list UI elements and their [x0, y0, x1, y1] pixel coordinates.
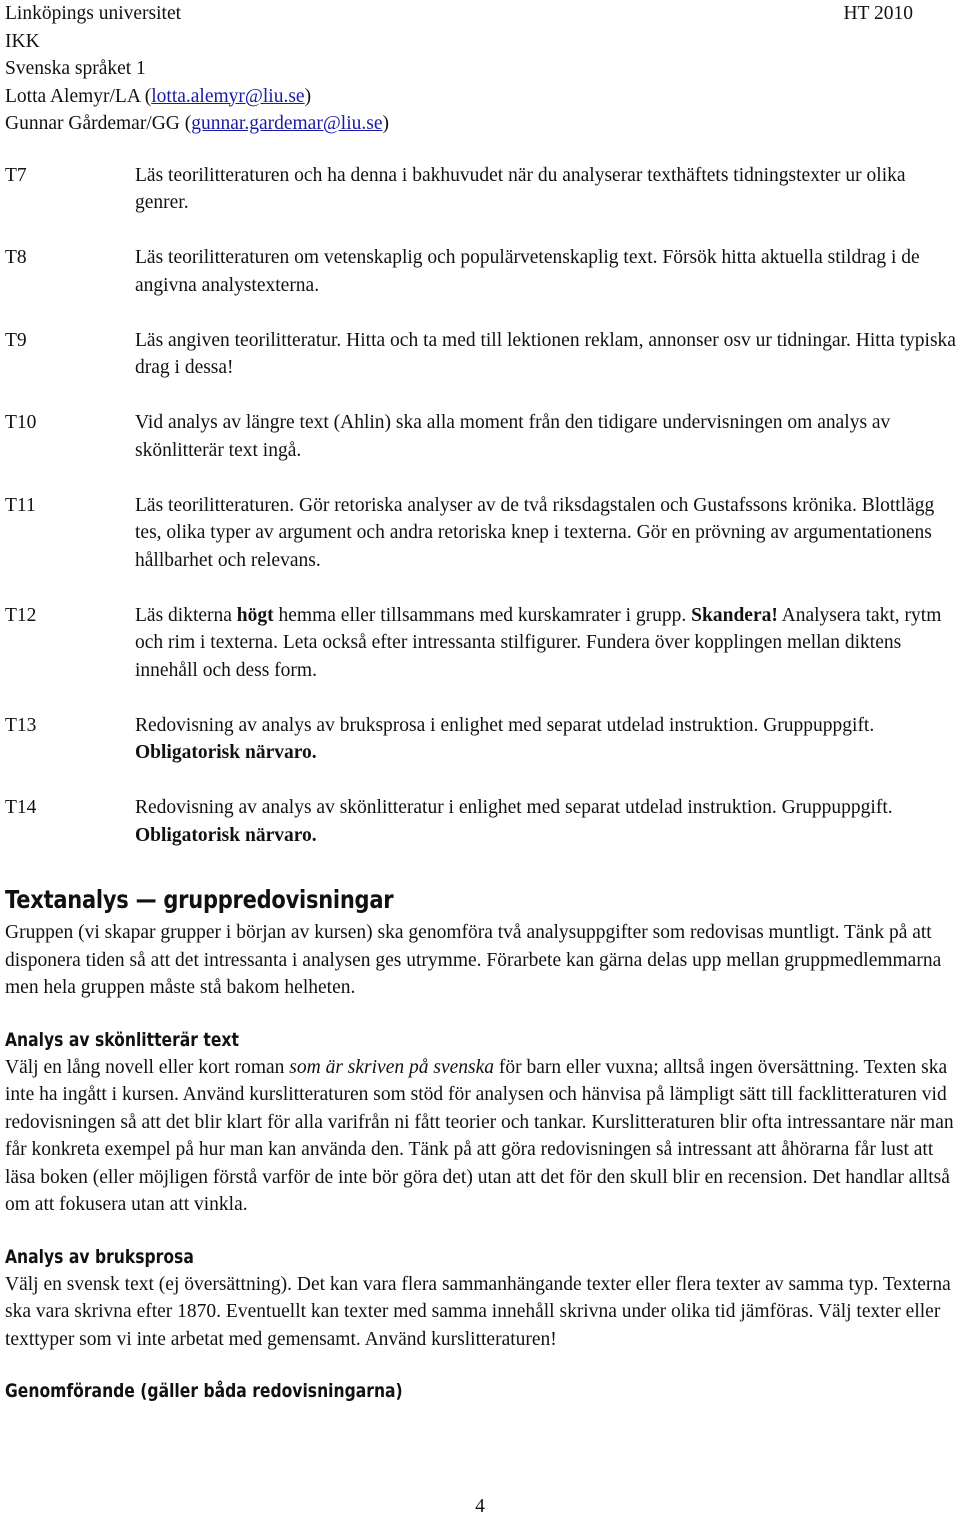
italic-emphasis: som är skriven på svenska: [289, 1056, 495, 1078]
text-segment: Analysera takt, rytm och rim i texterna. Leta också efter intressanta stilfigurer. Fundera över kopplingen mellan diktens innehåll och dess form.: [135, 604, 942, 681]
teacher-2-close: ): [382, 113, 389, 134]
term-label: HT 2010: [843, 3, 913, 24]
bold-emphasis: högt: [236, 604, 274, 626]
schedule-text: Läs teorilitteraturen om vetenskaplig och populärvetenskaplig text. Försök hitta aktuella stildrag i de angivna analystexterna.: [135, 247, 920, 296]
course-name: Svenska språket 1: [5, 58, 146, 79]
university-name: Linköpings universitet: [5, 3, 182, 24]
schedule-item-t12: [5, 602, 957, 685]
schedule-item-t8: [5, 244, 957, 299]
execution-heading: Genomförande (gäller båda redovisningarna): [5, 1380, 403, 1402]
bold-emphasis: Obligatorisk närvaro.: [135, 824, 317, 846]
header-block: [5, 0, 957, 138]
schedule-code: T13: [5, 714, 37, 736]
text-segment: Läs dikterna: [135, 604, 237, 626]
bold-emphasis: Obligatorisk närvaro.: [135, 742, 317, 763]
text-segment: hemma eller tillsammans med kurskamrater i grupp.: [273, 604, 692, 626]
teacher-1-email-link[interactable]: lotta.alemyr@liu.se: [151, 85, 305, 107]
schedule-code: T8: [5, 247, 27, 268]
bold-emphasis: Skandera!: [691, 604, 778, 626]
teacher-1-name: Lotta Alemyr/LA (: [5, 85, 152, 107]
schedule-code: T14: [5, 797, 37, 818]
teacher-2-name: Gunnar Gårdemar/GG (: [5, 113, 192, 134]
schedule-list: [5, 162, 957, 850]
schedule-item-t14: [5, 794, 957, 849]
schedule-item-t7: [5, 162, 957, 217]
teacher-1-close: ): [304, 85, 312, 107]
schedule-text: Vid analys av längre text (Ahlin) ska alla moment från den tidigare undervisningen om analys av skönlitterär text ingå.: [135, 412, 891, 461]
schedule-item-t9: [5, 327, 957, 382]
department: IKK: [5, 30, 40, 52]
schedule-text: Läs teorilitteraturen. Gör retoriska analyser av de två riksdagstalen och Gustafssons krönika. Blottlägg tes, olika typer av argument och andra retoriska knep i texterna. Gör en prövning av argumentationens hållbarhet och relevans.: [135, 494, 935, 571]
text-segment: för barn eller vuxna; alltså ingen översättning. Texten ska inte ha ingått i kursen. Använd kurslitteraturen som stöd för analysen och hänvisa på lämpligt sätt till facklitteraturen vid redovisningen så att det blir klart för alla varifrån ni fått teorier och tankar. Kurslitteraturen blir ofta intressantare när man får konkreta exempel på hur man kan använda den. Tänk på att göra redovisningen så intressant att åhörarna får lust att läsa boken (eller möjligen förstå varför de inte bör göra det) utan att det för den skull blir en recension. Det handlar alltså om att fokusera utan att vinkla.: [5, 1056, 954, 1215]
prose-text: Välj en svensk text (ej översättning). Det kan vara flera sammanhängande texter eller flera texter av samma typ. Texterna ska vara skrivna efter 1870. Eventuellt kan texter med samma innehåll skrivna under olika tid jämföras. Välj texter eller texttyper som vi inte arbetat med gemensamt. Använd kurslitteraturen!: [5, 1273, 951, 1350]
text-segment: Redovisning av analys av skönlitteratur i enlighet med separat utdelad instruktion. Gruppuppgift.: [135, 797, 893, 818]
section-title: Textanalys — gruppredovisningar: [5, 885, 394, 914]
schedule-code: T9: [5, 329, 27, 351]
schedule-code: T10: [5, 412, 37, 433]
schedule-text: [135, 602, 957, 685]
teacher-2-email-link[interactable]: gunnar.gardemar@liu.se: [191, 113, 383, 134]
schedule-text: [135, 794, 957, 849]
schedule-text: Läs angiven teorilitteratur. Hitta och ta med till lektionen reklam, annonser osv ur tidningar. Hitta typiska drag i dessa!: [135, 329, 956, 378]
teacher-1: [5, 83, 957, 111]
prose-heading: Analys av bruksprosa: [5, 1245, 194, 1268]
schedule-text: [135, 712, 957, 767]
teacher-2: [5, 110, 957, 138]
schedule-item-t13: [5, 712, 957, 767]
schedule-item-t10: [5, 409, 957, 464]
schedule-item-t11: [5, 492, 957, 575]
document-page: [5, 0, 957, 1405]
schedule-code: T11: [5, 494, 36, 516]
page-number: 4: [475, 1496, 485, 1517]
section-intro: Gruppen (vi skapar grupper i början av kursen) ska genomföra två analysuppgifter som redovisas muntligt. Tänk på att disponera tiden så att det intressanta i analysen ges utrymme. Förarbete kan gärna delas upp mellan gruppmedlemmarna men hela gruppen måste stå bakom helheten.: [5, 922, 942, 998]
fiction-heading: Analys av skönlitterär text: [5, 1028, 239, 1051]
header-line-1: [5, 0, 957, 28]
text-segment: Välj en lång novell eller kort roman: [5, 1056, 290, 1078]
schedule-code: T7: [5, 164, 27, 186]
text-segment: Redovisning av analys av bruksprosa i enlighet med separat utdelad instruktion. Gruppuppgift.: [135, 714, 875, 736]
schedule-code: T12: [5, 604, 37, 626]
schedule-text: Läs teorilitteraturen och ha denna i bakhuvudet när du analyserar texthäftets tidningstexter ur olika genrer.: [135, 164, 906, 213]
fiction-text: [5, 1054, 957, 1219]
